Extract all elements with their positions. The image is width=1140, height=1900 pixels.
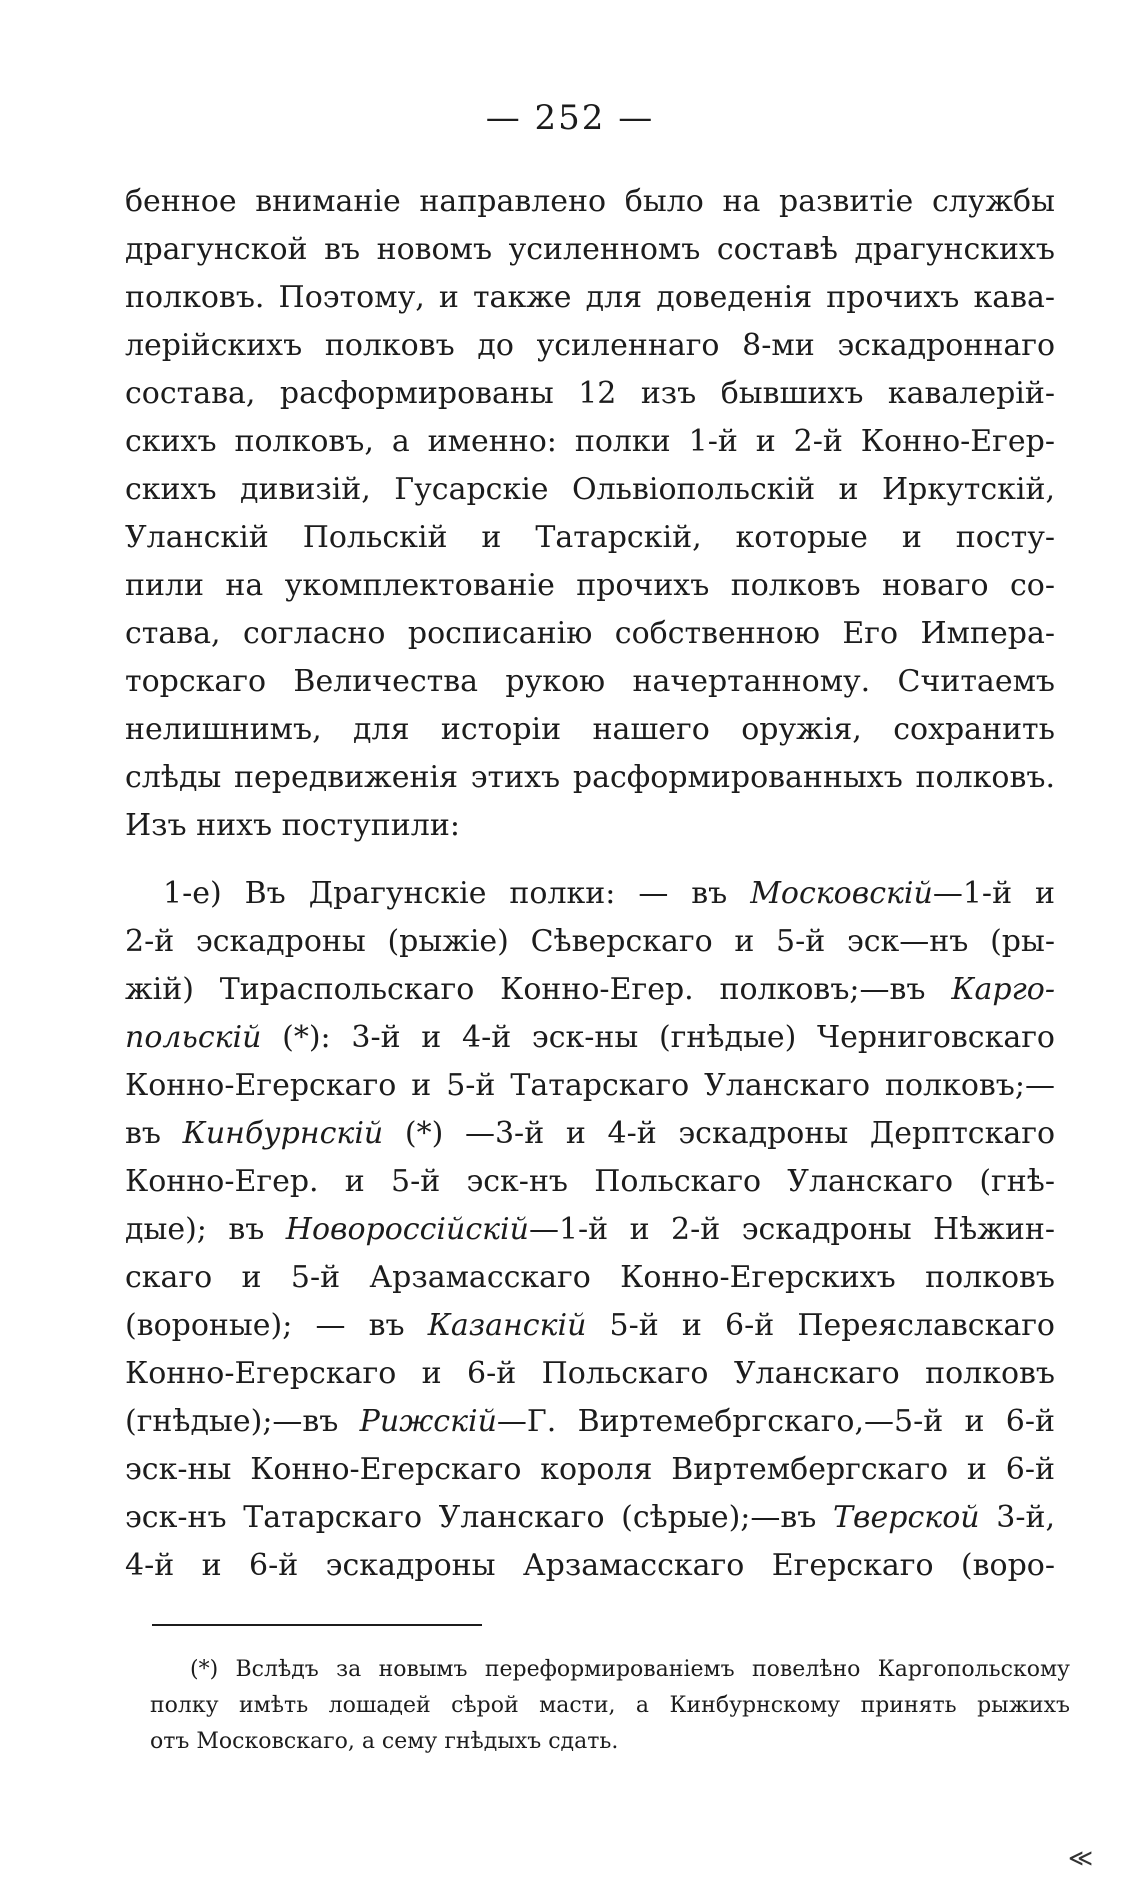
text-run: (гнѣдые);—въ xyxy=(125,1404,360,1439)
footnote xyxy=(150,1652,1070,1760)
text-line xyxy=(125,1206,1055,1254)
text-line: скаго и 5-й Арзамасскаго Конно-Егерскихъ полковъ xyxy=(125,1260,1055,1295)
text-run: въ xyxy=(125,1116,183,1151)
text-line xyxy=(125,1494,1055,1542)
text-run: —Г. Виртемебргскаго,—5-й и 6-й xyxy=(496,1404,1055,1439)
text-line: Изъ нихъ поступили: xyxy=(125,808,460,843)
text-line: нелишнимъ, для исторіи нашего оружія, сохранить xyxy=(125,712,1055,747)
text-line: 4-й и 6-й эскадроны Арзамасскаго Егерскаго (воро- xyxy=(125,1548,1055,1583)
text-run: дые); въ xyxy=(125,1212,286,1247)
text-line: скихъ дивизій, Гусарскіе Ольвіопольскій и Иркутскій, xyxy=(125,472,1055,507)
footnote-line: полку имѣть лошадей сѣрой масти, а Кинбурнскому принять рыжихъ xyxy=(150,1693,1070,1718)
text-line xyxy=(125,870,1055,918)
text-run: (вороные); — въ xyxy=(125,1308,428,1343)
body-paragraph-1 xyxy=(125,178,1055,850)
regiment-name: Тверской xyxy=(833,1500,980,1535)
text-line: Уланскій Польскій и Татарскій, которые и посту- xyxy=(125,520,1055,555)
text-line xyxy=(125,1014,1055,1062)
text-run: 1-е) Въ Драгунскіе полки: — въ xyxy=(163,876,751,911)
text-line: Конно-Егерскаго и 5-й Татарскаго Уланскаго полковъ;— xyxy=(125,1068,1055,1103)
text-run: 3-й, xyxy=(979,1500,1055,1535)
text-line: скихъ полковъ, а именно: полки 1-й и 2-й Конно-Егер- xyxy=(125,424,1055,459)
text-line: торскаго Величества рукою начертанному. Считаемъ xyxy=(125,664,1055,699)
regiment-name: Рижскій xyxy=(359,1404,497,1439)
regiment-name: Карго- xyxy=(951,972,1055,1007)
regiment-name: Новороссійскій xyxy=(285,1212,529,1247)
page-number: — 252 — xyxy=(485,98,655,138)
text-line: состава, расформированы 12 изъ бывшихъ кавалерій- xyxy=(125,376,1055,411)
text-run: эск-нъ Татарскаго Уланскаго (сѣрые);—въ xyxy=(125,1500,834,1535)
text-line: эск-ны Конно-Егерскаго короля Виртембергскаго и 6-й xyxy=(125,1452,1055,1487)
text-run: (*): 3-й и 4-й эск-ны (гнѣдые) Черниговскаго xyxy=(261,1020,1055,1055)
text-line: бенное вниманіе направлено было на развитіе службы xyxy=(125,184,1055,219)
text-line xyxy=(125,1398,1055,1446)
text-line: става, согласно росписанію собственною Его Импера- xyxy=(125,616,1055,651)
margin-mark: ≪ xyxy=(1068,1844,1094,1872)
footnote-line: отъ Московскаго, а сему гнѣдыхъ сдать. xyxy=(150,1729,619,1754)
text-line: 2-й эскадроны (рыжіе) Сѣверскаго и 5-й эск—нъ (ры- xyxy=(125,924,1055,959)
footnote-divider xyxy=(152,1624,482,1626)
text-line: Конно-Егерскаго и 6-й Польскаго Уланскаго полковъ xyxy=(125,1356,1055,1391)
text-line xyxy=(125,1302,1055,1350)
regiment-name: Казанскій xyxy=(427,1308,587,1343)
regiment-name: Кинбурнскій xyxy=(182,1116,384,1151)
regiment-name: Московскій xyxy=(750,876,933,911)
regiment-name: польскій xyxy=(125,1020,262,1055)
text-run: 5-й и 6-й Переяславскаго xyxy=(586,1308,1055,1343)
text-run: (*) —3-й и 4-й эскадроны Дерптскаго xyxy=(383,1116,1056,1151)
body-paragraph-2 xyxy=(125,870,1055,1590)
text-line xyxy=(125,966,1055,1014)
text-line: пили на укомплектованіе прочихъ полковъ новаго со- xyxy=(125,568,1055,603)
text-line: слѣды передвиженія этихъ расформированныхъ полковъ. xyxy=(125,760,1055,795)
text-line: Конно-Егер. и 5-й эск-нъ Польскаго Уланскаго (гнѣ- xyxy=(125,1164,1055,1199)
text-line xyxy=(125,1110,1055,1158)
text-run: жій) Тираспольскаго Конно-Егер. полковъ;—въ xyxy=(125,972,952,1007)
text-line: лерійскихъ полковъ до усиленнаго 8-ми эскадроннаго xyxy=(125,328,1055,363)
text-run: —1-й и 2-й эскадроны Нѣжин- xyxy=(528,1212,1055,1247)
text-line: драгунской въ новомъ усиленномъ составѣ драгунскихъ xyxy=(125,232,1055,267)
text-run: —1-й и xyxy=(932,876,1056,911)
footnote-line: (*) Вслѣдъ за новымъ переформированіемъ повелѣно Каргопольскому xyxy=(190,1657,1070,1682)
text-line: полковъ. Поэтому, и также для доведенія прочихъ кава- xyxy=(125,280,1055,315)
